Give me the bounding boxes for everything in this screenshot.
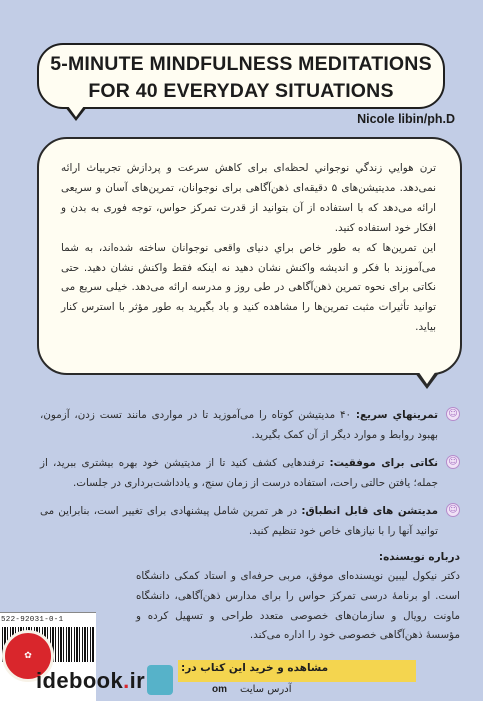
red-seal-icon: ✿ [2,630,54,682]
purchase-call-to-action[interactable]: مشاهده و خرید این کتاب در: [181,662,329,674]
feature-title: نکاتی برای موفقیت: [329,457,438,469]
watermark-tld: ir [129,668,146,693]
description-paragraph-2: این تمرین‌ها که به طور خاص براي دنیای واقعی نوجوانان ساخته شده‌اند، به شما می‌آموزند با فکر و اندیشه واکنش نشان دهید نه اینکه فقط واکنش نشان دهید. حتی نکاتی برای نحوه تمرین ذهن‌آگاهی در طی روز و مدرسه ارائه می‌دهد. خیلی سریع می توانید تأثیرات مثبت تمرین‌ها را مشاهده کنید و باد بگیرید به طور مؤثر با استرس کنار بیاید. [61,241,436,334]
isbn-number: 522-92031-0-1 [1,616,64,624]
title-speech-bubble [37,43,445,109]
watermark-main: idebook [36,668,124,693]
feature-text: ۴۰ مدیتیشن کوتاه را می‌آموزید تا در مواردی مانند تست زدن، آزمون، بهبود روابط و موارد دیگر از آن کمک بگیرید. [40,409,438,441]
about-author-text: دکتر نیکول لیبین نویسنده‌ای موفق، مربی حرفه‌ای و استاد کمکی دانشگاه است. او برنامهٔ درسی تمرکز حواس را برای مدارس ذهن‌آگاهی، دانشگاه ماونت رویال و سازمان‌های خصوصی متعدد طراحی و تسهیل کرده و مؤسسهٔ ذهن‌آگاهی خصوصی خود را اداره می‌کند. [136,570,460,642]
feature-text: در هر تمرین شامل پیشنهادی برای تغییر است، بنابراین می توانید آنها را با نیازهای خاص خود تنظیم کنید. [40,505,438,537]
book-title-line-1: 5-MINUTE MINDFULNESS MEDITATIONS [50,53,432,75]
smiley-icon: ☺ [446,503,460,517]
site-address-domain[interactable]: om [212,684,227,695]
feature-title: مدیتشن های قابل انطباق: [301,505,438,517]
watermark-dot: . [123,668,130,693]
smiley-icon: ☺ [446,407,460,421]
site-address-label: آدرس سایت [240,684,292,695]
description-speech-bubble [37,137,462,375]
feature-item [40,453,460,493]
feature-item [40,501,460,541]
smiley-icon: ☺ [446,455,460,469]
about-author-heading: درباره نویسنده: [378,551,460,563]
about-author-section [40,549,460,646]
feature-item [40,405,460,445]
description-bubble-tail-fill [418,371,436,384]
feature-list [40,405,460,549]
feature-text: ترفندهایی کشف کنید تا از مدیتیشن خود بهره بیشتری ببرید، از جمله؛ یافتن حالتی راحت، استفاده درست از زمان سنج، و یادداشت‌برداری در جلسات. [40,457,438,489]
title-bubble-tail-fill [68,106,84,117]
feature-title: تمرینهاي سريع: [355,409,438,421]
site-watermark[interactable] [36,668,145,694]
book-title-line-2: FOR 40 EVERYDAY SITUATIONS [88,80,394,102]
store-badge-icon [147,665,173,695]
description-paragraph-1: ترن هوايي زندگي نوجواني لحظه‌ای برای کاهش سرعت و پردازش تجربیاث ارائه نمی‌دهد. مدیتیشن‌های ۵ دقیقه‌ای ذهن‌آگاهی برای نوجوانان، تمرین‌های آسان و سریعی ارائه می‌دهد که با استفاده از آن بتوانید از قدرت تمرکز حواس، توجه فوری به بدن و افکار خود استفاده کنید. [61,162,436,234]
author-name: Nicole libin/ph.D [357,112,455,126]
